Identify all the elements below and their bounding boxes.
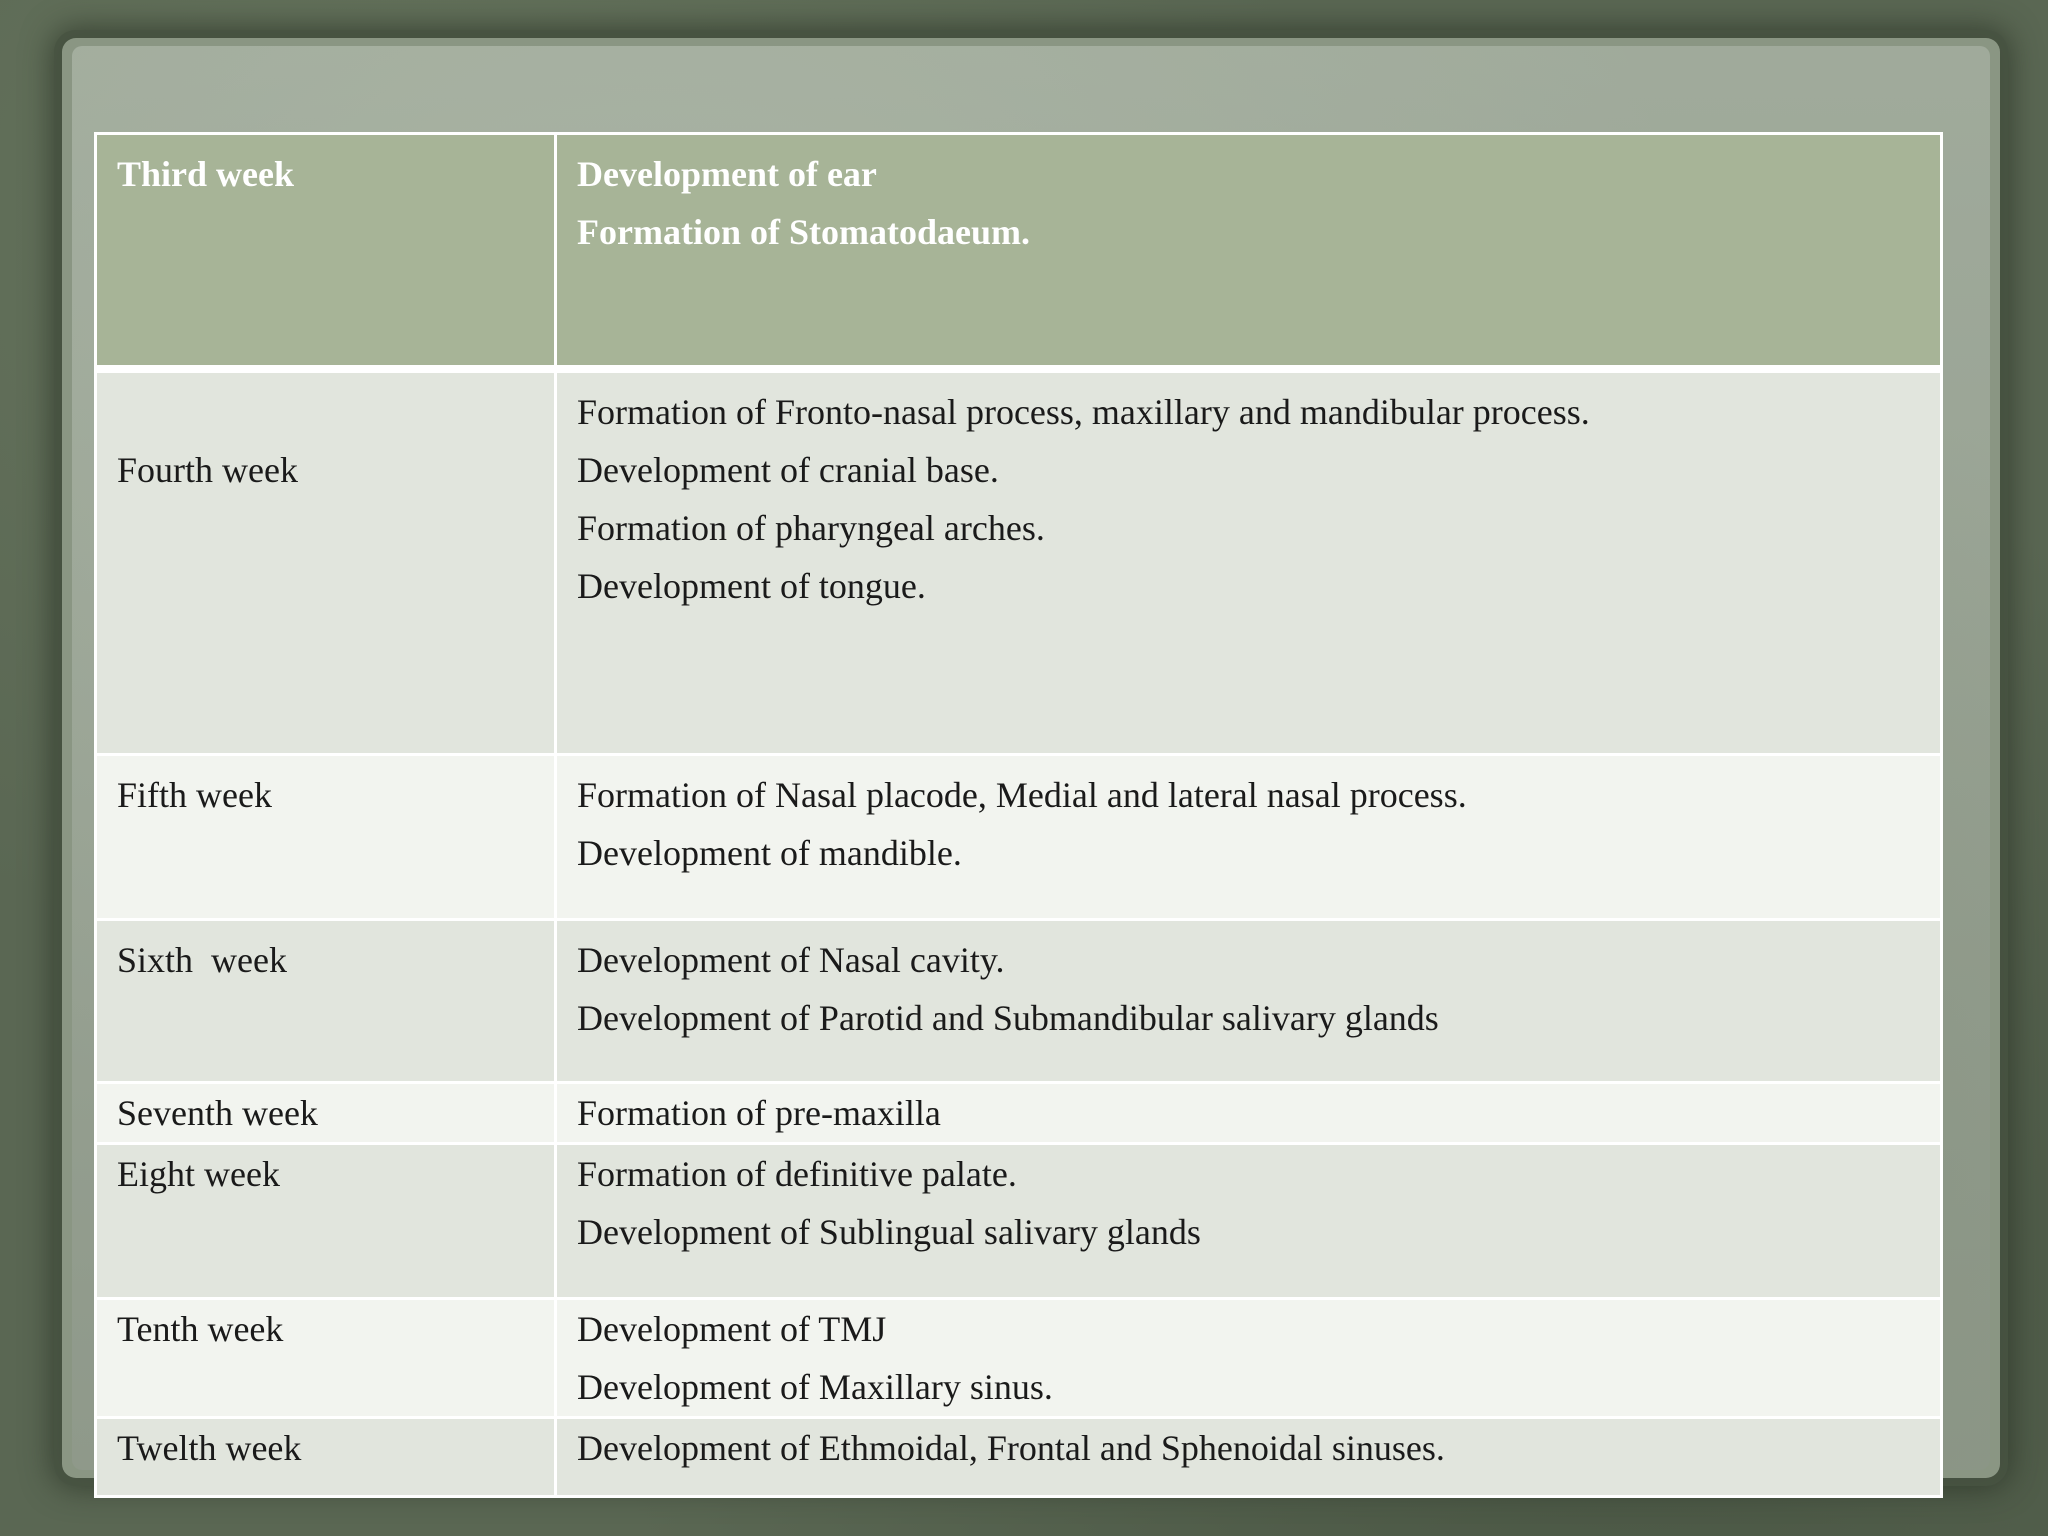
event-line: Formation of pharyngeal arches. bbox=[577, 508, 1045, 548]
event-line: Development of Ethmoidal, Frontal and Sphenoidal sinuses. bbox=[577, 1428, 1445, 1468]
events-cell bbox=[556, 755, 1942, 920]
table-row bbox=[96, 1083, 1942, 1144]
table-row bbox=[96, 920, 1942, 1083]
event-line: Formation of Nasal placode, Medial and lateral nasal process. bbox=[577, 775, 1467, 815]
development-timeline-table-wrapper bbox=[94, 132, 1940, 1498]
table-row bbox=[96, 755, 1942, 920]
table-row bbox=[96, 369, 1942, 755]
table-row bbox=[96, 1144, 1942, 1299]
events-cell bbox=[556, 369, 1942, 755]
week-label: Sixth week bbox=[117, 940, 287, 980]
week-cell bbox=[96, 755, 556, 920]
week-cell bbox=[96, 369, 556, 755]
event-line: Formation of pre-maxilla bbox=[577, 1093, 941, 1133]
events-cell bbox=[556, 134, 1942, 370]
events-cell bbox=[556, 920, 1942, 1083]
week-cell bbox=[96, 1144, 556, 1299]
events-cell bbox=[556, 1299, 1942, 1418]
event-line: Formation of Stomatodaeum. bbox=[577, 212, 1030, 252]
event-line: Formation of Fronto-nasal process, maxillary and mandibular process. bbox=[577, 392, 1590, 432]
week-label: Tenth week bbox=[117, 1309, 284, 1349]
event-line: Development of cranial base. bbox=[577, 450, 999, 490]
table-header-row bbox=[96, 134, 1942, 370]
event-line: Development of Maxillary sinus. bbox=[577, 1367, 1053, 1407]
events-cell bbox=[556, 1083, 1942, 1144]
event-line: Development of Sublingual salivary glands bbox=[577, 1212, 1201, 1252]
event-line: Development of Nasal cavity. bbox=[577, 940, 1005, 980]
week-cell bbox=[96, 920, 556, 1083]
week-label: Third week bbox=[117, 154, 295, 194]
table-row bbox=[96, 1418, 1942, 1497]
week-cell bbox=[96, 1299, 556, 1418]
event-line: Development of mandible. bbox=[577, 833, 962, 873]
week-label: Fifth week bbox=[117, 775, 272, 815]
event-line: Development of Parotid and Submandibular salivary glands bbox=[577, 998, 1439, 1038]
event-line: Formation of definitive palate. bbox=[577, 1154, 1017, 1194]
week-cell bbox=[96, 1418, 556, 1497]
table-row bbox=[96, 1299, 1942, 1418]
development-timeline-table bbox=[94, 132, 1943, 1498]
event-line: Development of ear bbox=[577, 154, 877, 194]
week-label: Fourth week bbox=[117, 450, 298, 490]
week-cell bbox=[96, 1083, 556, 1144]
events-cell bbox=[556, 1418, 1942, 1497]
week-label: Eight week bbox=[117, 1154, 280, 1194]
week-cell bbox=[96, 134, 556, 370]
events-cell bbox=[556, 1144, 1942, 1299]
week-label: Twelth week bbox=[117, 1428, 302, 1468]
week-label: Seventh week bbox=[117, 1093, 318, 1133]
event-line: Development of TMJ bbox=[577, 1309, 887, 1349]
event-line: Development of tongue. bbox=[577, 566, 926, 606]
